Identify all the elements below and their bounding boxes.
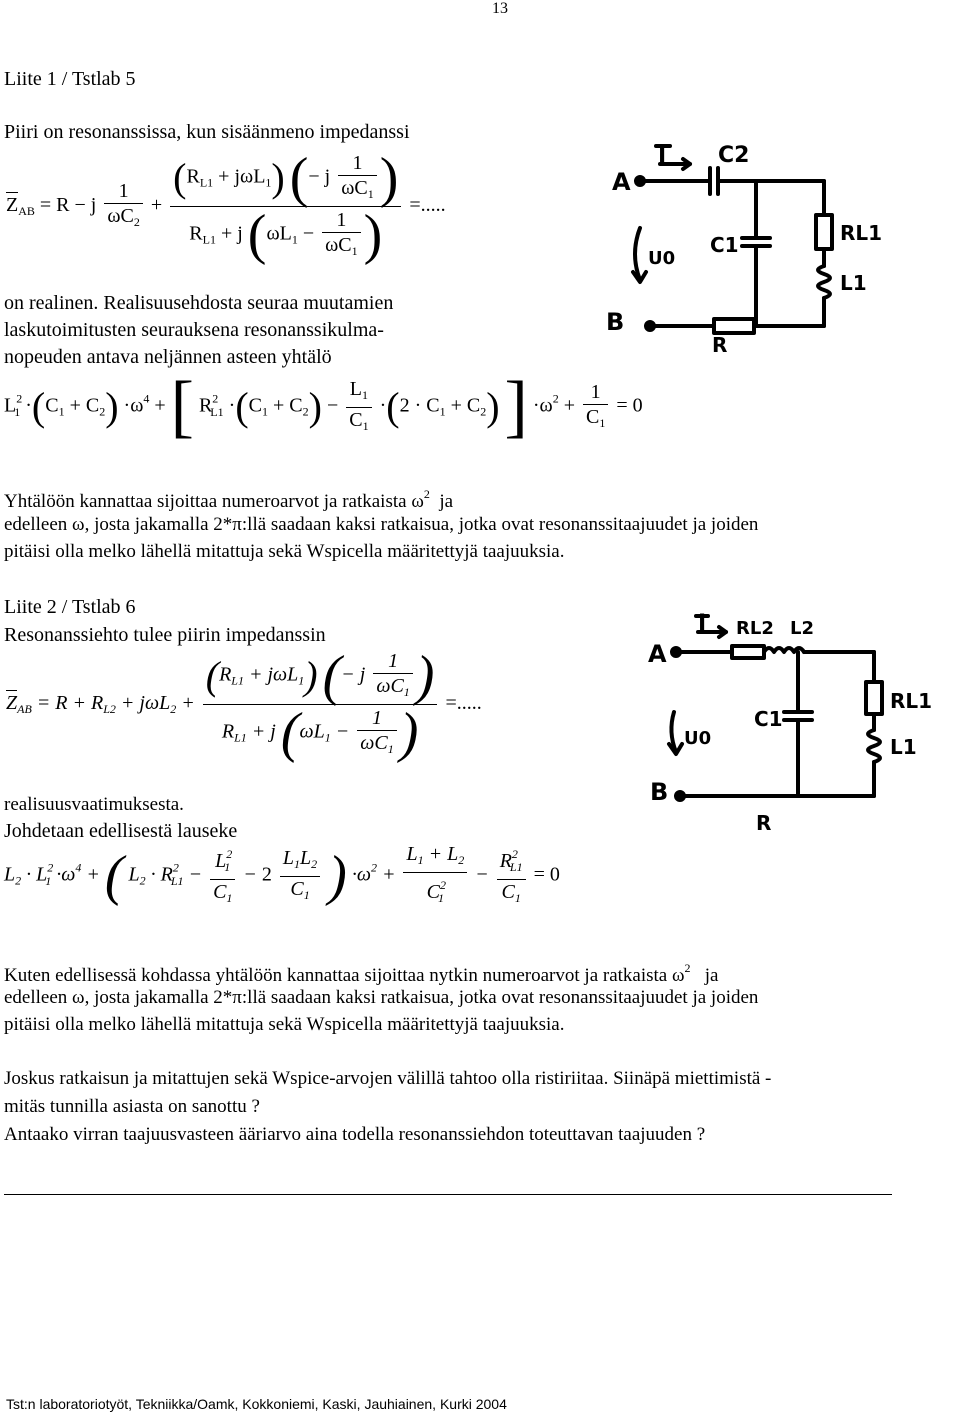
section1-para-line1: Yhtälöön kannattaa sijoittaa numeroarvot ja ratkaista $\omega^2$ ja — [4, 487, 454, 512]
equation-impedance-1: $Z_{AB} = R - j$ $\frac{1}{\omega C_2}$ + $(R_{L1} + j\omega L_1)$ (− j $\frac{1}{\omega C_1}$ ) $R_{L1} + j$ ($\omega L_1$ − $\frac{1}{\omega C_1}$ ) =..... — [6, 147, 446, 266]
equation-fourth-degree-2: $L_2 \cdot L^2_1 \cdot\omega^4$ + ( $L_2 \cdot R^2_{L1}$ − $\frac{L^2_1}{C_1}$ − 2 $\frac{L_1L_2}{C_1}$ ) $\cdot\omega^2$ + $\frac{L_1 + L_2}{C^2_1}$ − $\frac{R^2_{L1}}{C_1}$ = 0 — [4, 843, 560, 907]
section1-heading: Liite 1 / Tstlab 5 — [4, 68, 136, 90]
label-c1: C1 — [710, 233, 739, 257]
current-label: I — [658, 143, 667, 168]
section1-intro: Piiri on resonanssissa, kun sisäänmeno impedanssi — [4, 121, 410, 143]
footer: Tst:n laboratoriotyöt, Tekniikka/Oamk, Kokkoniemi, Kaski, Jauhiainen, Kurki 2004 — [6, 1396, 507, 1412]
circuit-diagram-2 — [640, 610, 960, 840]
label-rl1: RL1 — [840, 221, 883, 245]
section2-intro: Resonanssiehto tulee piirin impedanssin — [4, 624, 326, 646]
label-l1: L1 — [890, 735, 917, 759]
section1-line3: nopeuden antava neljännen asteen yhtälö — [4, 346, 332, 368]
node-label-a: A — [612, 168, 631, 196]
question-1b: mitäs tunnilla asiasta on sanottu ? — [4, 1096, 260, 1117]
equation-fourth-degree-1: $L^2_1 \cdot(C_1 + C_2) \cdot\omega^4$ + [ $R^2_{L1} \cdot(C_1 + C_2)$ − $\frac{L_1}{C_1}$ $\cdot(2 \cdot C_1 + C_2)$ ] $\cdot\omega^2$ + $\frac{1}{C_1}$ = 0 — [4, 368, 643, 445]
label-u0: U0 — [684, 728, 712, 749]
question-2: Antaako virran taajuusvasteen ääriarvo aina todella resonanssiehdon toteuttavan taajuuden ? — [4, 1124, 706, 1145]
circuit-diagram-1 — [600, 140, 960, 355]
label-l1: L1 — [840, 271, 867, 295]
section2-para-line3: pitäisi olla melko lähellä mitattuja sekä Wspicella määritettyjä taajuuksia. — [4, 1014, 565, 1035]
section2-line-b: Johdetaan edellisestä lauseke — [4, 820, 238, 842]
label-rl1: RL1 — [890, 689, 933, 713]
section1-line2: laskutoimitusten seurauksena resonanssikulma- — [4, 319, 384, 341]
section2-para-line2: edelleen ω, josta jakamalla 2*π:llä saadaan kaksi ratkaisua, jotka ovat resonanssitaajuudet ja joiden — [4, 987, 759, 1008]
section1-line1: on realinen. Realisuusehdosta seuraa muutamien — [4, 292, 394, 314]
label-c2: C2 — [718, 143, 750, 168]
section1-para-line2: edelleen ω, josta jakamalla 2*π:llä saadaan kaksi ratkaisua, jotka ovat resonanssitaajuudet ja joiden — [4, 514, 759, 535]
question-1a: Joskus ratkaisun ja mitattujen sekä Wspice-arvojen välillä tahtoo olla ristiriitaa. Siinäpä miettimistä - — [4, 1068, 772, 1089]
node-label-b: B — [650, 778, 669, 806]
label-u0: U0 — [648, 248, 676, 269]
equation-impedance-2: $Z_{AB} = R + R_{L2} + j\omega L_2$ + $(R_{L1} + j\omega L_1)$ (− j $\frac{1}{\omega C_1}$ ) $R_{L1} + j$ ($\omega L_1$ − $\frac{1}{\omega C_1}$ ) =..... — [6, 645, 482, 764]
label-c1: C1 — [754, 707, 783, 731]
section1-para-line3: pitäisi olla melko lähellä mitattuja sekä Wspicella määritettyjä taajuuksia. — [4, 541, 565, 562]
section2-heading: Liite 2 / Tstlab 6 — [4, 596, 136, 618]
label-l2: L2 — [790, 618, 814, 639]
label-r: R — [756, 811, 772, 835]
section2-para-line1: Kuten edellisessä kohdassa yhtälöön kannattaa sijoittaa nytkin numeroarvot ja ratkaista $\omega^2$ ja — [4, 961, 719, 986]
horizontal-rule — [4, 1194, 892, 1195]
node-label-b: B — [606, 308, 625, 336]
page-number: 13 — [492, 0, 508, 17]
section2-line-a: realisuusvaatimuksesta. — [4, 794, 184, 815]
label-r: R — [712, 333, 728, 355]
label-rl2: RL2 — [736, 618, 774, 639]
node-label-a: A — [648, 640, 667, 668]
current-label: I — [698, 611, 707, 636]
